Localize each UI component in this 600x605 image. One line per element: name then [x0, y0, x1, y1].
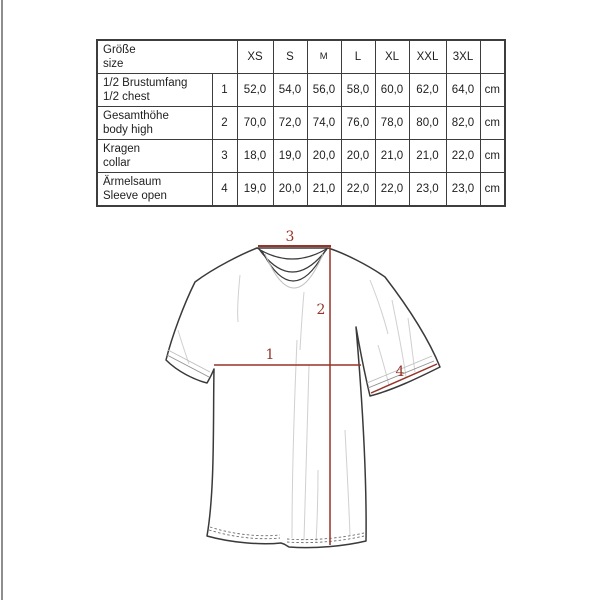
cell-value: 72,0	[273, 107, 307, 140]
col-header-s: S	[273, 40, 307, 74]
cell-value: 74,0	[307, 107, 341, 140]
row-unit: cm	[480, 140, 505, 173]
cell-value: 21,0	[409, 140, 446, 173]
row-label	[97, 107, 212, 140]
cell-value: 82,0	[446, 107, 480, 140]
cell-value: 78,0	[375, 107, 409, 140]
cell-value: 70,0	[237, 107, 273, 140]
header-label-en: size	[103, 58, 124, 70]
cell-value: 22,0	[446, 140, 480, 173]
col-header-l: L	[341, 40, 375, 74]
header-size-cell	[97, 40, 237, 74]
cell-value: 76,0	[341, 107, 375, 140]
measure-label-2: 2	[316, 302, 326, 318]
row-unit: cm	[480, 173, 505, 207]
row-ref: 2	[212, 107, 237, 140]
row-label-en: 1/2 chest	[103, 91, 150, 103]
row-label-de: Ärmelsaum	[103, 175, 162, 188]
cell-value: 19,0	[237, 173, 273, 207]
row-label	[97, 74, 212, 107]
row-label-de: 1/2 Brustumfang	[103, 76, 188, 89]
cell-value: 22,0	[341, 173, 375, 207]
measure-label-4: 4	[395, 364, 405, 380]
measure-label-3: 3	[285, 229, 295, 245]
row-ref: 1	[212, 74, 237, 107]
cell-value: 22,0	[375, 173, 409, 207]
col-header-m: M	[307, 40, 341, 74]
cell-value: 58,0	[341, 74, 375, 107]
row-label	[97, 140, 212, 173]
cell-value: 60,0	[375, 74, 409, 107]
col-header-unit	[480, 40, 505, 74]
col-header-xl: XL	[375, 40, 409, 74]
cell-value: 21,0	[375, 140, 409, 173]
measure-label-1: 1	[265, 347, 275, 363]
cell-value: 56,0	[307, 74, 341, 107]
row-label-de: Gesamthöhe	[103, 109, 169, 122]
cell-value: 52,0	[237, 74, 273, 107]
table-row-sleeve	[97, 173, 505, 207]
table-header-row	[97, 40, 505, 74]
row-label-en: Sleeve open	[103, 190, 167, 202]
cell-value: 23,0	[409, 173, 446, 207]
table-row-chest	[97, 74, 505, 107]
cell-value: 20,0	[307, 140, 341, 173]
table-row-collar	[97, 140, 505, 173]
size-chart-table	[96, 39, 506, 207]
row-label-en: body high	[103, 124, 153, 136]
header-label-de: Größe	[103, 43, 136, 56]
cell-value: 20,0	[341, 140, 375, 173]
cell-value: 21,0	[307, 173, 341, 207]
cell-value: 62,0	[409, 74, 446, 107]
row-label-en: collar	[103, 157, 131, 169]
row-label-de: Kragen	[103, 142, 141, 155]
row-ref: 4	[212, 173, 237, 207]
row-label	[97, 173, 212, 207]
cell-value: 18,0	[237, 140, 273, 173]
col-header-xs: XS	[237, 40, 273, 74]
row-unit: cm	[480, 107, 505, 140]
cell-value: 19,0	[273, 140, 307, 173]
cell-value: 54,0	[273, 74, 307, 107]
row-ref: 3	[212, 140, 237, 173]
row-unit: cm	[480, 74, 505, 107]
table-row-body-height	[97, 107, 505, 140]
cell-value: 80,0	[409, 107, 446, 140]
col-header-3xl: 3XL	[446, 40, 480, 74]
cell-value: 23,0	[446, 173, 480, 207]
cell-value: 20,0	[273, 173, 307, 207]
col-header-xxl: XXL	[409, 40, 446, 74]
tshirt-outline	[166, 248, 440, 548]
cell-value: 64,0	[446, 74, 480, 107]
